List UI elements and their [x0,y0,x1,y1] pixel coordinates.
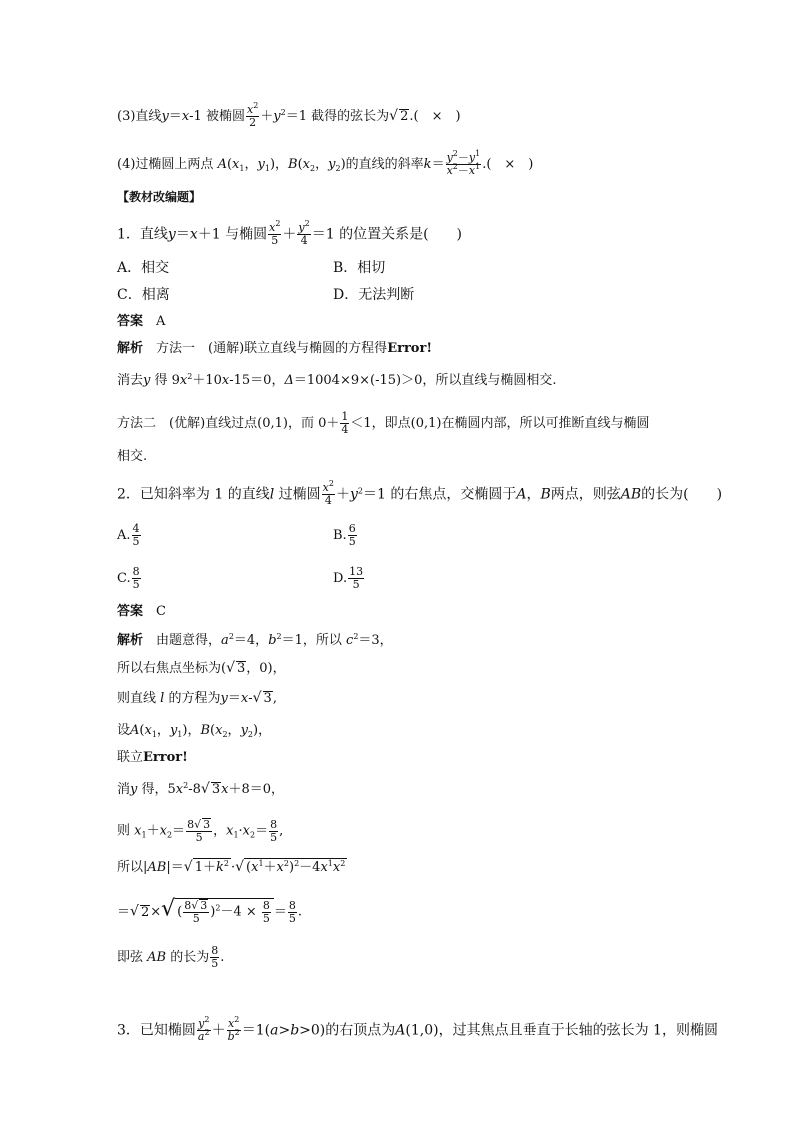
q1-analysis-method2-cont: 相交. [117,449,148,464]
fraction: $\frac{x^2}{5}$ [269,219,281,247]
fraction: $\frac{4}{5}$ [132,522,140,548]
fraction: $\frac{8√ 3}{5}$ [187,818,211,844]
q3-stem: 3．已知椭圆 $\frac{y^2}{a^2}$ ＋ $\frac{x^2}{b^2}$ ＝1(a>b>0)的右顶点为A(1,0)，过其焦点且垂直于长轴的弦长为 1，则椭圆 [117,1015,718,1043]
q1-option-d: D．无法判断 [333,287,415,303]
q1-option-b: B．相切 [333,260,386,276]
fraction: $\frac{8}{5}$ [262,898,270,925]
q1-option-a: A．相交 [117,260,170,276]
q2-analysis-4: 设$A(x_1$，$y_1$)，$B(x_2$，$y_2$)， [117,723,272,739]
fraction: $\frac{1}{4}$ [341,410,349,436]
q2-analysis-10: 即弦 AB 的长为 $\frac{8}{5}$ . [117,944,225,970]
q2-analysis-7: 则 $x_1+x_2=$ $\frac{8√ 3}{5}$ ，$x_1\cdot x_2=$ $\frac{8}{5}$ , [117,817,284,844]
q2-analysis-1: 解析 由题意得，$a^2=4$，$b^2=1$，所以 $c^2=3$， [117,632,393,648]
q1-analysis-eliminate: 消去y 得 $9x^2+10x-15=0$，Δ＝1004×9×(-15)＞0，所以直线与椭圆相交. [117,372,557,388]
fraction: $\frac{8}{5}$ [211,944,219,970]
fraction: $\frac{6}{5}$ [348,522,356,548]
fraction: $\frac{8√ 3}{5}$ [184,899,208,925]
q1-analysis-method2: 方法二 (优解)直线过点(0,1)，而 0＋ $\frac{1}{4}$ ＜1，即点(0,1)在椭圆内部，所以可推断直线与椭圆 [117,410,650,436]
q2-option-a: A. $\frac{4}{5}$ [117,522,140,548]
fraction: $\frac{y^2}{a^2}$ [197,1015,210,1043]
q2-analysis-2: 所以右焦点坐标为(√ 3，0)， [117,660,286,676]
q1-answer: 答案 A [117,314,166,329]
fraction: $\frac{x^2}{4}$ [322,479,334,507]
q2-analysis-9: ＝√ 2×√ ( $\frac{8√ 3}{5}$ )$^2$－4 × $\frac{8}{5}$ ＝ $\frac{8}{5}$ . [117,896,303,925]
judge-item-4: (4)过椭圆上两点 $A(x_1$，$y_1$)，$B(x_2$，$y_2$)的直线的斜率k＝ $\frac{y^2-y^1}{x^2-x^1}$ .( × ) [117,149,534,177]
q2-analysis-8: 所以|AB|＝√ $1+k^2$ ·√ $(x^1+x^2)^2-4x^1x^2$ [117,859,346,875]
fraction: $\frac{x^2}{2}$ [246,101,259,129]
judge-item-3: (3)直线y＝x-1 被椭圆 $\frac{x^2}{2}$ $+y^2=1$ 截得的弦长为√ 2.( × ) [117,101,461,129]
q1-analysis-method1: 解析 方法一 (通解)联立直线与椭圆的方程得Error! [117,341,433,356]
fraction: $\frac{8}{5}$ [270,817,278,844]
fraction: $\frac{y^2}{4}$ [298,219,310,247]
q2-stem: 2．已知斜率为 1 的直线l 过椭圆 $\frac{x^2}{4}$ $+y^2=1$ 的右焦点，交椭圆于A，B两点，则弦AB的长为( ) [117,479,723,507]
q1-option-c: C．相离 [117,287,170,303]
fraction: $\frac{y^2-y^1}{x^2-x^1}$ [446,149,481,177]
fraction: $\frac{8}{5}$ [132,565,140,591]
q2-answer: 答案 C [117,604,166,619]
q2-option-b: B. $\frac{6}{5}$ [333,522,356,548]
q2-option-c: C. $\frac{8}{5}$ [117,565,140,591]
fraction: $\frac{13}{5}$ [349,565,364,591]
fraction: $\frac{8}{5}$ [288,898,296,925]
section-title: 【教材改编题】 [117,190,202,204]
q2-option-d: D. $\frac{13}{5}$ [333,565,364,591]
fraction: $\frac{x^2}{b^2}$ [227,1015,240,1043]
q1-stem: 1．直线y＝x＋1 与椭圆 $\frac{x^2}{5}$ ＋ $\frac{y^2}{4}$ ＝1 的位置关系是( ) [117,219,463,247]
q2-analysis-6: 消y 得，$5x^2-8√$ 3x＋8＝0， [117,781,284,797]
q2-analysis-3: 则直线 l 的方程为y＝x-√ 3, [117,690,277,706]
q2-analysis-5: 联立Error! [117,750,188,765]
